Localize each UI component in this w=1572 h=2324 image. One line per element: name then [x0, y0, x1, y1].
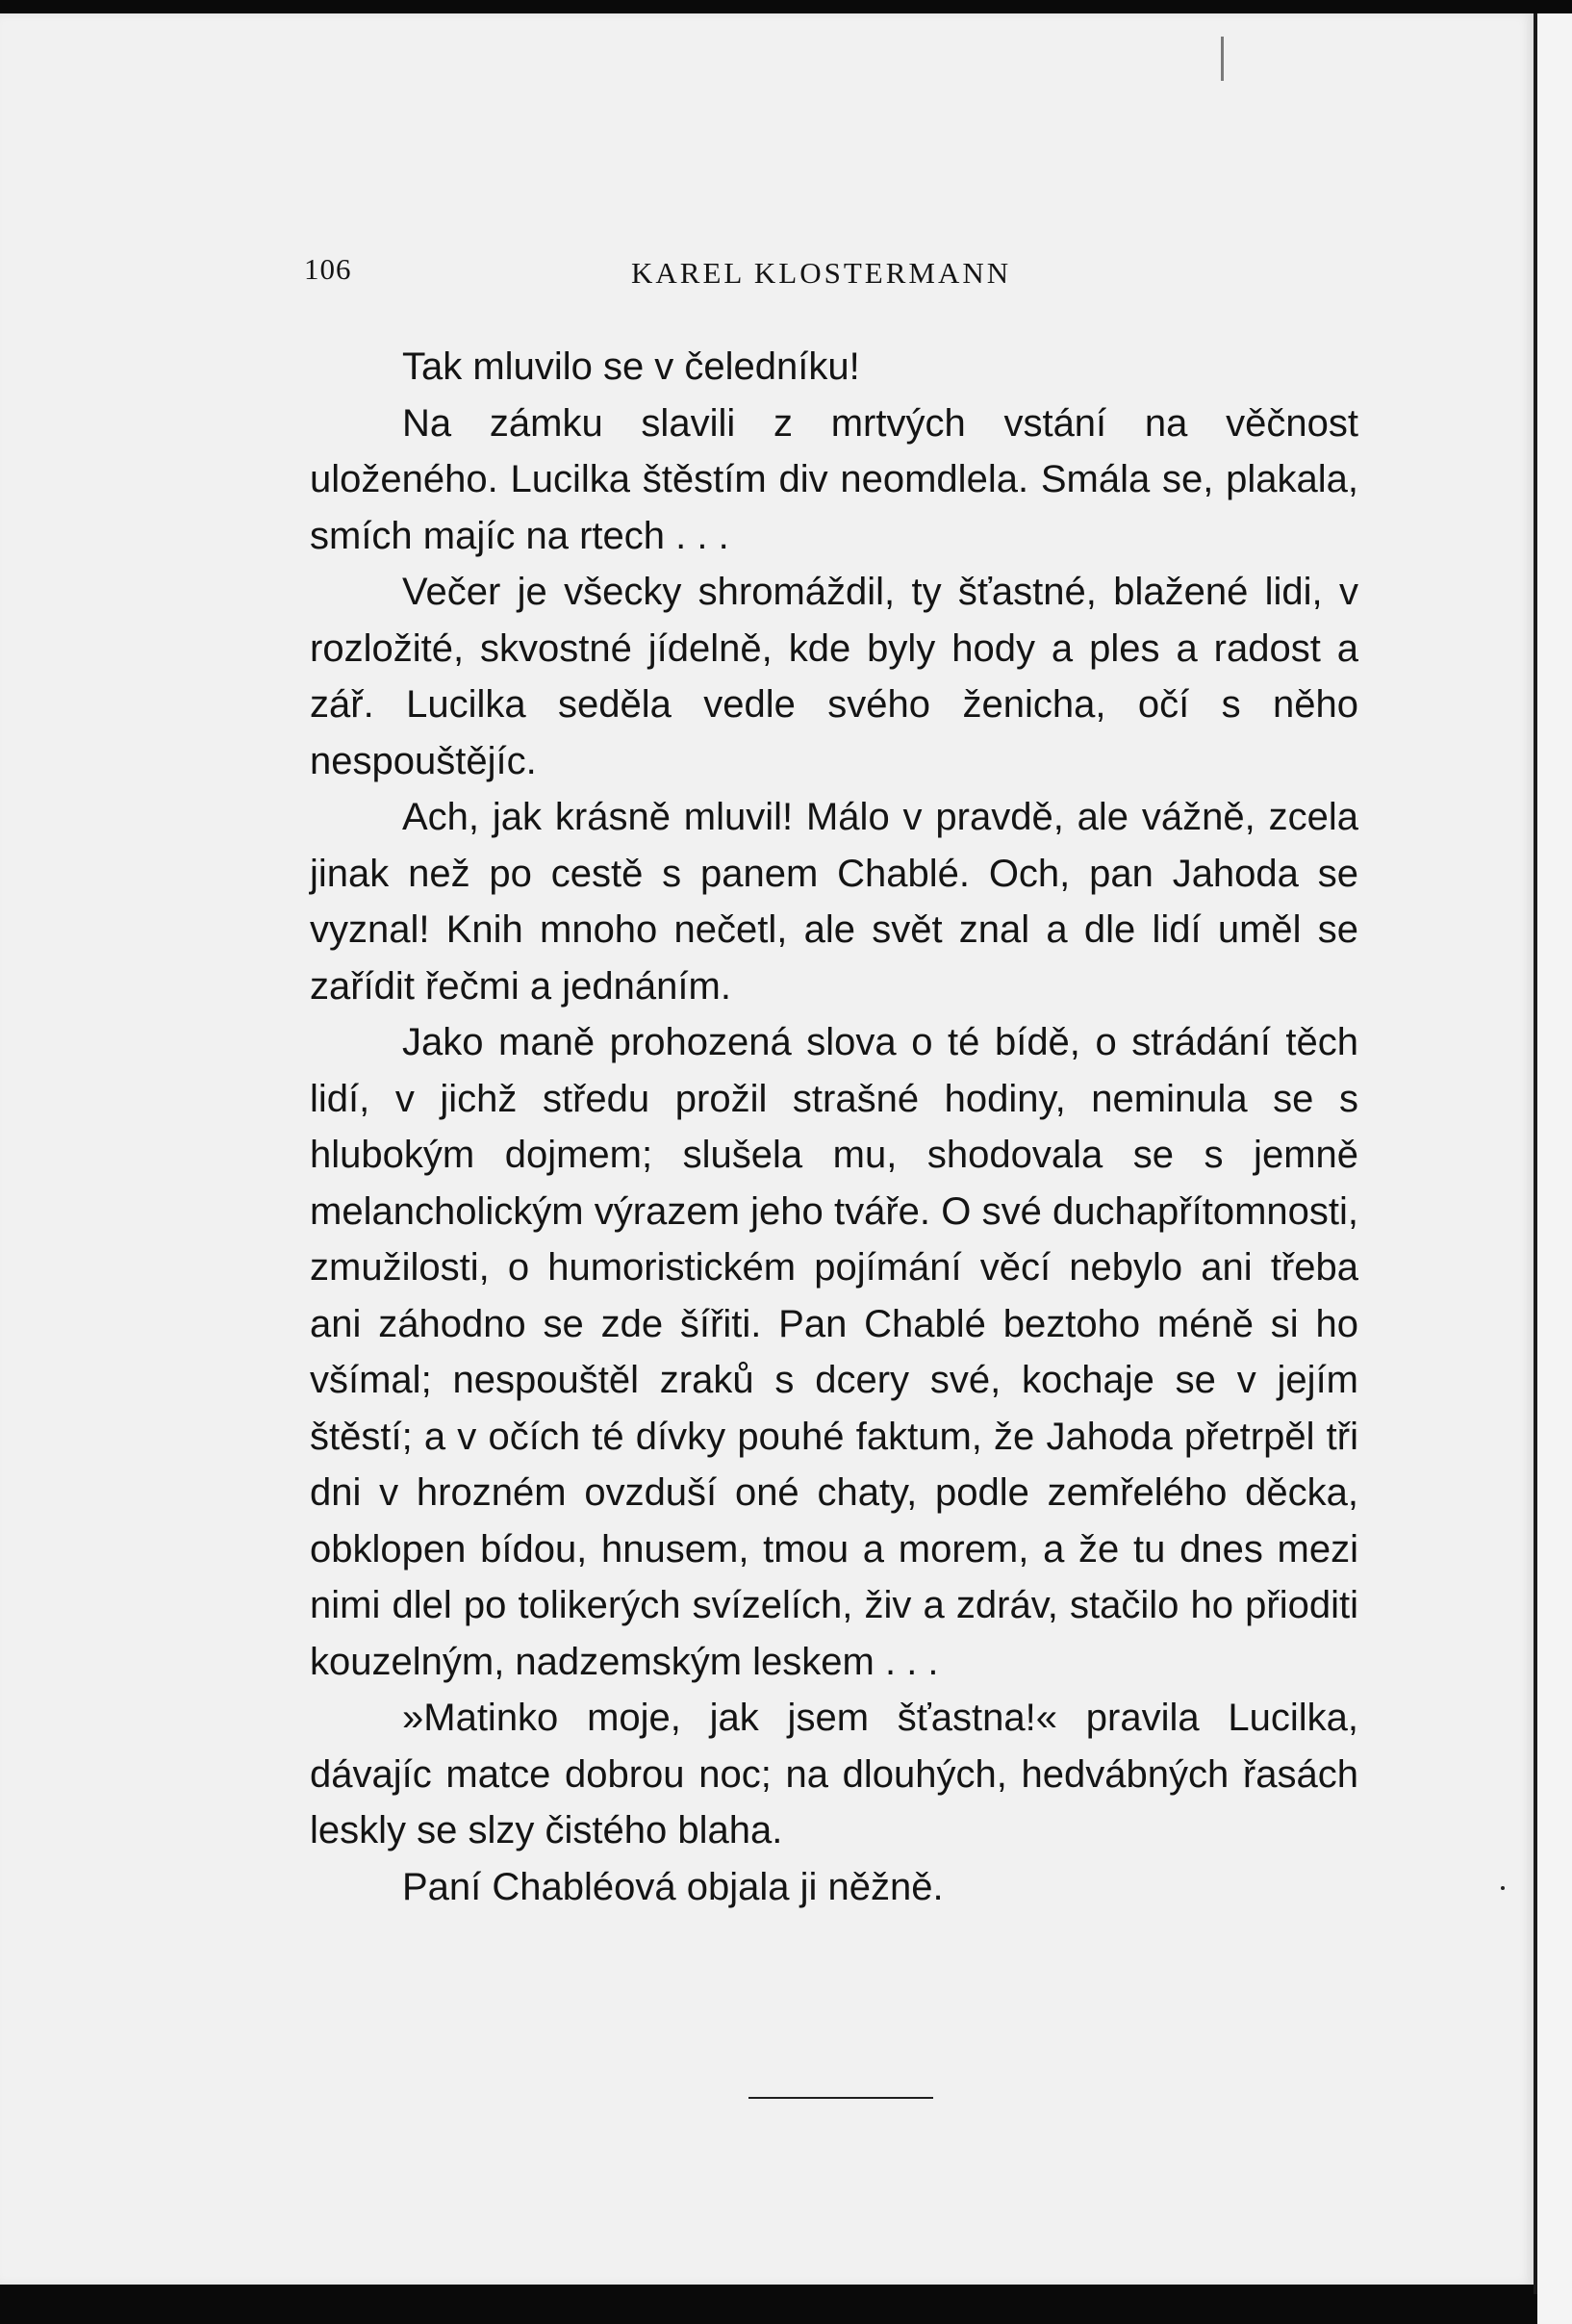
paragraph-7: Paní Chabléová objala ji něžně.: [402, 1865, 944, 1908]
page-header: [304, 252, 1054, 300]
scan-artifact-mark: [1221, 37, 1224, 81]
body-text: [310, 339, 1358, 1915]
scan-artifact-dot: [1501, 1886, 1505, 1890]
facing-page-edge: [1537, 13, 1572, 2324]
paragraph-4: Ach, jak krásně mluvil! Málo v pravdě, ale vážně, zcela jinak než po cestě s panem Chablé. Och, pan Jahoda se vyznal! Knih mnoho nečetl, ale svět znal a dle lidí uměl se zařídit řečmi a jednáním.: [310, 796, 1358, 1008]
paragraph-5: Jako maně prohozená slova o té bídě, o strádání těch lidí, v jichž středu prožil strašné hodiny, neminula se s hlubokým dojmem; slušela mu, shodovala se s jemně melancholickým výrazem jeho tváře. O své duchapřítomnosti, zmužilosti, o humoristickém pojímání věcí nebylo ani třeba ani záhodno se zde šířiti. Pan Chablé beztoho méně si ho všímal; nespouštěl zraků s dcery své, kochaje se v jejím štěstí; a v očích té dívky pouhé faktum, že Jahoda přetrpěl tři dni v hrozném ovzduší oné chaty, podle zemřelého děcka, obklopen bídou, hnusem, tmou a morem, a že tu dnes mezi nimi dlel po tolikerých svízelích, živ a zdráv, stačilo ho přioditi kouzelným, nadzemským leskem . . .: [310, 1021, 1358, 1683]
paragraph-3: Večer je všecky shromáždil, ty šťastné, blažené lidi, v rozložité, skvostné jídelně, kde byly hody a ples a radost a zář. Lucilka seděla vedle svého ženicha, očí s něho nespouštějíc.: [310, 571, 1358, 782]
page-number: 106: [304, 252, 352, 286]
chapter-end-rule: [748, 2097, 933, 2099]
running-head-author: KAREL KLOSTERMANN: [631, 256, 1012, 290]
paragraph-1: Tak mluvilo se v čeledníku!: [402, 345, 860, 388]
paragraph-6: »Matinko moje, jak jsem šťastna!« pravila Lucilka, dávajíc matce dobrou noc; na dlouhých, hedvábných řasách leskly se slzy čistého blaha.: [310, 1697, 1358, 1852]
paragraph-2: Na zámku slavili z mrtvých vstání na věčnost uloženého. Lucilka štěstím div neomdlela. Smála se, plakala, smích majíc na rtech . . .: [310, 401, 1358, 557]
